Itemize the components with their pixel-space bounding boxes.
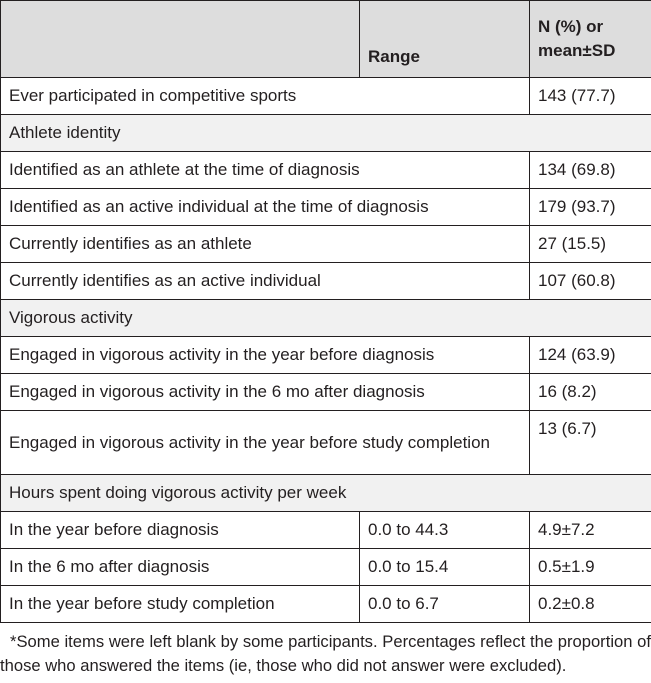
header-n-line2: mean±SD: [538, 41, 616, 60]
row-label: Engaged in vigorous activity in the year before diagnosis: [1, 337, 530, 374]
row-label: In the 6 mo after diagnosis: [1, 549, 360, 586]
section-row: [1, 115, 651, 152]
table-row: [1, 549, 651, 586]
row-label: In the year before study completion: [1, 586, 360, 623]
row-value: 27 (15.5): [530, 226, 651, 263]
row-label: Identified as an active individual at the time of diagnosis: [1, 189, 530, 226]
row-label: Engaged in vigorous activity in the 6 mo after diagnosis: [1, 374, 530, 411]
row-label: Currently identifies as an active individual: [1, 263, 530, 300]
row-value: 13 (6.7): [530, 411, 651, 475]
table-row: [1, 263, 651, 300]
table-header-row: [1, 1, 651, 78]
table-row: [1, 152, 651, 189]
row-value: 143 (77.7): [530, 78, 651, 115]
row-range: 0.0 to 6.7: [360, 586, 530, 623]
section-label: Vigorous activity: [1, 300, 651, 337]
row-value: 4.9±7.2: [530, 512, 651, 549]
row-value: 124 (63.9): [530, 337, 651, 374]
table-row: [1, 374, 651, 411]
header-range: Range: [360, 1, 530, 78]
section-label: Athlete identity: [1, 115, 651, 152]
header-n-percent: [530, 1, 651, 78]
row-label: In the year before diagnosis: [1, 512, 360, 549]
row-range: 0.0 to 15.4: [360, 549, 530, 586]
header-n-line1: N (%) or: [538, 17, 604, 36]
row-label: Identified as an athlete at the time of diagnosis: [1, 152, 530, 189]
row-value: 0.5±1.9: [530, 549, 651, 586]
table-row: [1, 78, 651, 115]
table-row: [1, 189, 651, 226]
table-row: [1, 337, 651, 374]
section-row: [1, 475, 651, 512]
table-row: [1, 586, 651, 623]
row-value: 107 (60.8): [530, 263, 651, 300]
table-row: [1, 512, 651, 549]
row-value: 0.2±0.8: [530, 586, 651, 623]
row-value: 179 (93.7): [530, 189, 651, 226]
row-range: 0.0 to 44.3: [360, 512, 530, 549]
row-value: 134 (69.8): [530, 152, 651, 189]
table-row: [1, 226, 651, 263]
header-item: [1, 1, 360, 78]
row-label: Engaged in vigorous activity in the year before study completion: [1, 411, 530, 475]
row-value: 16 (8.2): [530, 374, 651, 411]
row-label: Currently identifies as an athlete: [1, 226, 530, 263]
row-label: Ever participated in competitive sports: [1, 78, 530, 115]
table-row: [1, 411, 651, 475]
section-row: [1, 300, 651, 337]
section-label: Hours spent doing vigorous activity per week: [1, 475, 651, 512]
table-footnote: *Some items were left blank by some participants. Percentages reflect the proportion of those who answered the items (ie, those who did not answer were excluded).: [0, 632, 651, 675]
